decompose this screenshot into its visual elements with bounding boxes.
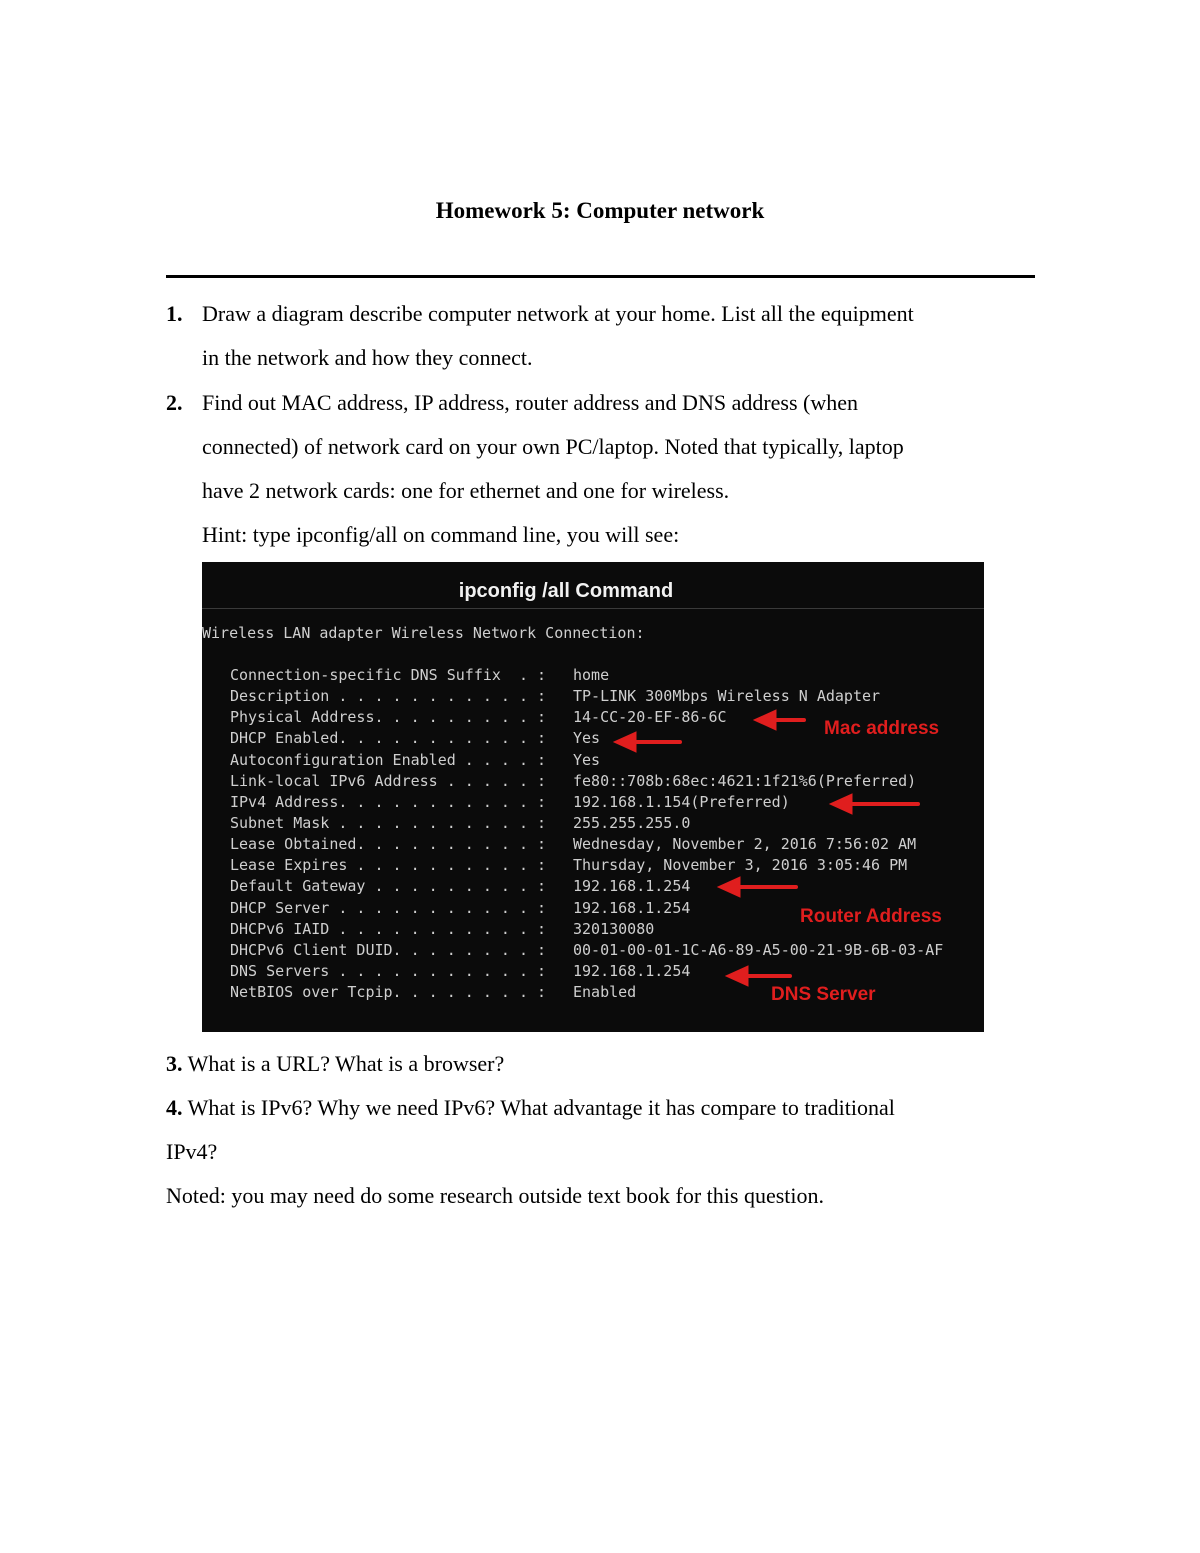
question-1 <box>166 292 1041 380</box>
row-label: Description . . . . . . . . . . . : <box>230 687 547 706</box>
row-label: Lease Obtained. . . . . . . . . . : <box>230 835 547 854</box>
research-note: Noted: you may need do some research outside text book for this question. <box>166 1183 825 1208</box>
row-value: fe80::708b:68ec:4621:1f21%6(Preferred) <box>573 771 917 790</box>
ipconfig-screenshot <box>202 562 984 1032</box>
title-divider <box>166 275 1035 278</box>
row-label: NetBIOS over Tcpip. . . . . . . . : <box>230 983 547 1002</box>
question-3-text: What is a URL? What is a browser? <box>187 1051 505 1076</box>
row-value: TP-LINK 300Mbps Wireless N Adapter <box>573 687 881 706</box>
row-label: DHCP Server . . . . . . . . . . . : <box>230 898 547 917</box>
row-value: Enabled <box>573 983 637 1002</box>
annotation-arrows <box>202 562 984 1032</box>
row-value: 192.168.1.254 <box>573 877 691 896</box>
question-1-line-2: in the network and how they connect. <box>202 345 533 370</box>
row-label: DHCPv6 Client DUID. . . . . . . . : <box>230 940 547 959</box>
row-label: DNS Servers . . . . . . . . . . . : <box>230 961 547 980</box>
annotation-mac-address: Mac address <box>824 718 940 739</box>
terminal-adapter-header: Wireless LAN adapter Wireless Network Connection: <box>202 624 645 642</box>
annotation-router-address: Router Address <box>800 906 942 927</box>
question-2-line-1: Find out MAC address, IP address, router address and DNS address (when <box>202 390 859 415</box>
question-2-line-2: connected) of network card on your own PC/laptop. Noted that typically, laptop <box>202 434 904 459</box>
arrow-ipv4-address <box>830 794 918 814</box>
row-label: IPv4 Address. . . . . . . . . . . : <box>230 792 547 811</box>
question-1-line-1: Draw a diagram describe computer network at your home. List all the equipment <box>202 301 914 326</box>
question-3-number: 3. <box>166 1051 183 1076</box>
question-4-number: 4. <box>166 1095 183 1120</box>
arrow-default-gateway <box>718 877 796 897</box>
row-value: 14-CC-20-EF-86-6C <box>573 708 727 727</box>
question-2-hint: Hint: type ipconfig/all on command line, you will see: <box>202 522 680 547</box>
terminal-title: ipconfig /all Command <box>458 580 674 602</box>
question-1-number: 1. <box>166 301 183 326</box>
row-label: Lease Expires . . . . . . . . . . : <box>230 856 547 875</box>
row-label: Default Gateway . . . . . . . . . : <box>230 877 547 896</box>
row-label: Subnet Mask . . . . . . . . . . . : <box>230 813 547 832</box>
row-value: home <box>573 666 610 684</box>
row-value: 192.168.1.254 <box>573 961 691 980</box>
question-3 <box>166 1042 1046 1086</box>
row-value: Wednesday, November 2, 2016 7:56:02 AM <box>573 835 917 854</box>
row-value: 192.168.1.154(Preferred) <box>573 792 790 811</box>
arrow-mac-address <box>754 710 804 730</box>
row-label: Link-local IPv6 Address . . . . . : <box>230 771 547 790</box>
question-4 <box>166 1086 1046 1218</box>
arrow-dns-server <box>726 966 790 986</box>
row-value: 320130080 <box>573 919 655 938</box>
annotation-dns-server: DNS Server <box>771 984 876 1005</box>
row-value: Yes <box>573 729 601 748</box>
row-label: Connection-specific DNS Suffix . : <box>230 666 547 684</box>
question-2 <box>166 381 1041 557</box>
row-value: Thursday, November 3, 2016 3:05:46 PM <box>573 856 908 875</box>
arrow-dhcp-enabled <box>614 732 680 752</box>
question-2-line-3: have 2 network cards: one for ethernet and one for wireless. <box>202 478 730 503</box>
question-4-continuation: IPv4? <box>166 1139 218 1164</box>
row-value: 255.255.255.0 <box>573 813 691 832</box>
row-label: DHCPv6 IAID . . . . . . . . . . . : <box>230 919 547 938</box>
question-2-number: 2. <box>166 390 183 415</box>
row-label: Autoconfiguration Enabled . . . . : <box>230 750 547 769</box>
row-value: 00-01-00-01-1C-A6-89-A5-00-21-9B-6B-03-AF <box>573 940 944 959</box>
row-label: Physical Address. . . . . . . . . : <box>230 708 547 727</box>
question-4-text: What is IPv6? Why we need IPv6? What advantage it has compare to traditional <box>187 1095 895 1120</box>
page-title: Homework 5: Computer network <box>435 198 765 223</box>
row-value: 192.168.1.254 <box>573 898 691 917</box>
row-label: DHCP Enabled. . . . . . . . . . . : <box>230 729 547 748</box>
row-value: Yes <box>573 750 601 769</box>
